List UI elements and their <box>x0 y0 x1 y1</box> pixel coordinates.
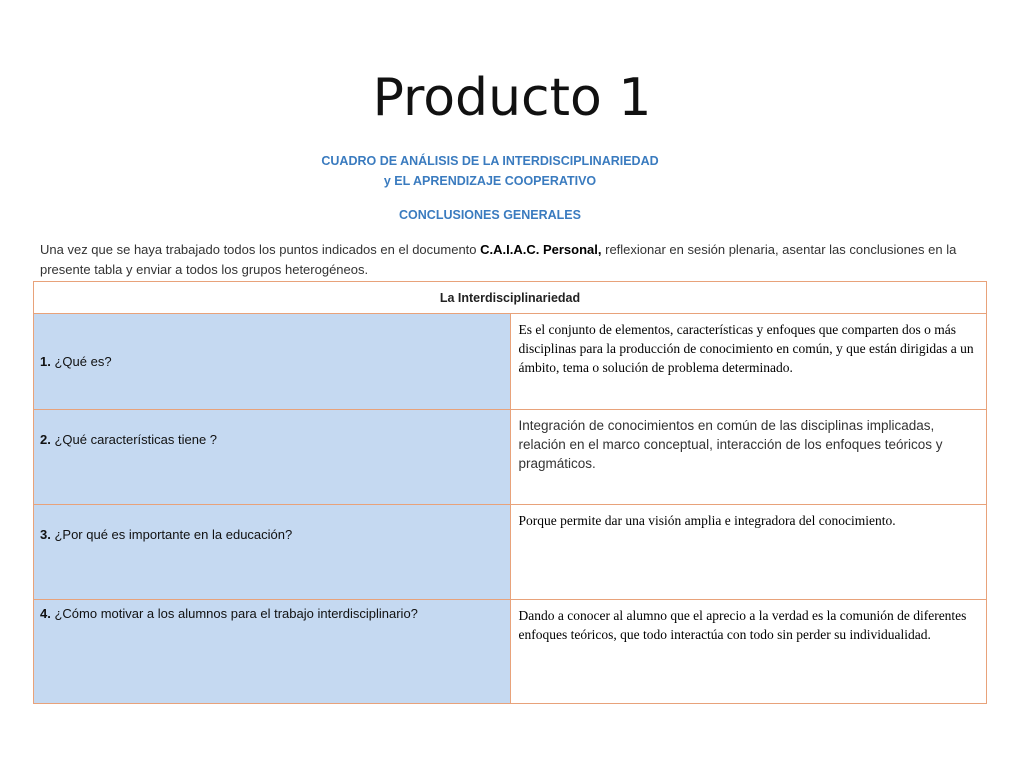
answer-cell: Integración de conocimientos en común de las disciplinas implicadas, relación en el marco conceptual, interacción de los enfoques teóricos y pragmáticos. <box>510 410 987 505</box>
question-number: 2. <box>40 432 51 447</box>
question-cell <box>34 314 511 410</box>
question-text: ¿Qué características tiene ? <box>54 432 218 447</box>
question-cell <box>34 505 511 600</box>
question-text: ¿Qué es? <box>54 354 112 369</box>
answer-cell: Es el conjunto de elementos, características y enfoques que comparten dos o más disciplinas para la producción de conocimiento en común, y que están dirigidas a un ámbito, tema o solución de problema determinado. <box>510 314 987 410</box>
intro-paragraph <box>40 240 990 280</box>
table-heading: La Interdisciplinariedad <box>34 282 987 314</box>
table-row <box>34 314 987 410</box>
answer-cell: Porque permite dar una visión amplia e integradora del conocimiento. <box>510 505 987 600</box>
question-text: ¿Por qué es importante en la educación? <box>54 527 293 542</box>
question-cell <box>34 410 511 505</box>
document-heading-line1: CUADRO DE ANÁLISIS DE LA INTERDISCIPLINARIEDAD <box>321 154 659 168</box>
table-row <box>34 600 987 704</box>
answer-cell: Dando a conocer al alumno que el aprecio a la verdad es la comunión de diferentes enfoques teóricos, que todo interactúa con todo sin perder su individualidad. <box>510 600 987 704</box>
question-number: 4. <box>40 606 51 621</box>
table-header-row <box>34 282 987 314</box>
intro-text-end: reflexionar en sesión plenaria, asentar las conclusiones en la presente tabla y enviar a todos los grupos heterogéneos. <box>40 242 957 277</box>
table-row <box>34 505 987 600</box>
question-number: 1. <box>40 354 51 369</box>
conclusions-table <box>33 281 987 704</box>
document-heading-line2: y EL APRENDIZAJE COOPERATIVO <box>383 174 597 188</box>
table-row <box>34 410 987 505</box>
slide-title: Producto 1 <box>372 68 652 128</box>
question-number: 3. <box>40 527 51 542</box>
question-cell <box>34 600 511 704</box>
intro-text-start: Una vez que se haya trabajado todos los puntos indicados en el documento <box>40 242 481 257</box>
question-text: ¿Cómo motivar a los alumnos para el trabajo interdisciplinario? <box>54 606 418 621</box>
document-subheading: CONCLUSIONES GENERALES <box>399 208 581 222</box>
intro-document-name: C.A.I.A.C. Personal, <box>480 242 602 257</box>
